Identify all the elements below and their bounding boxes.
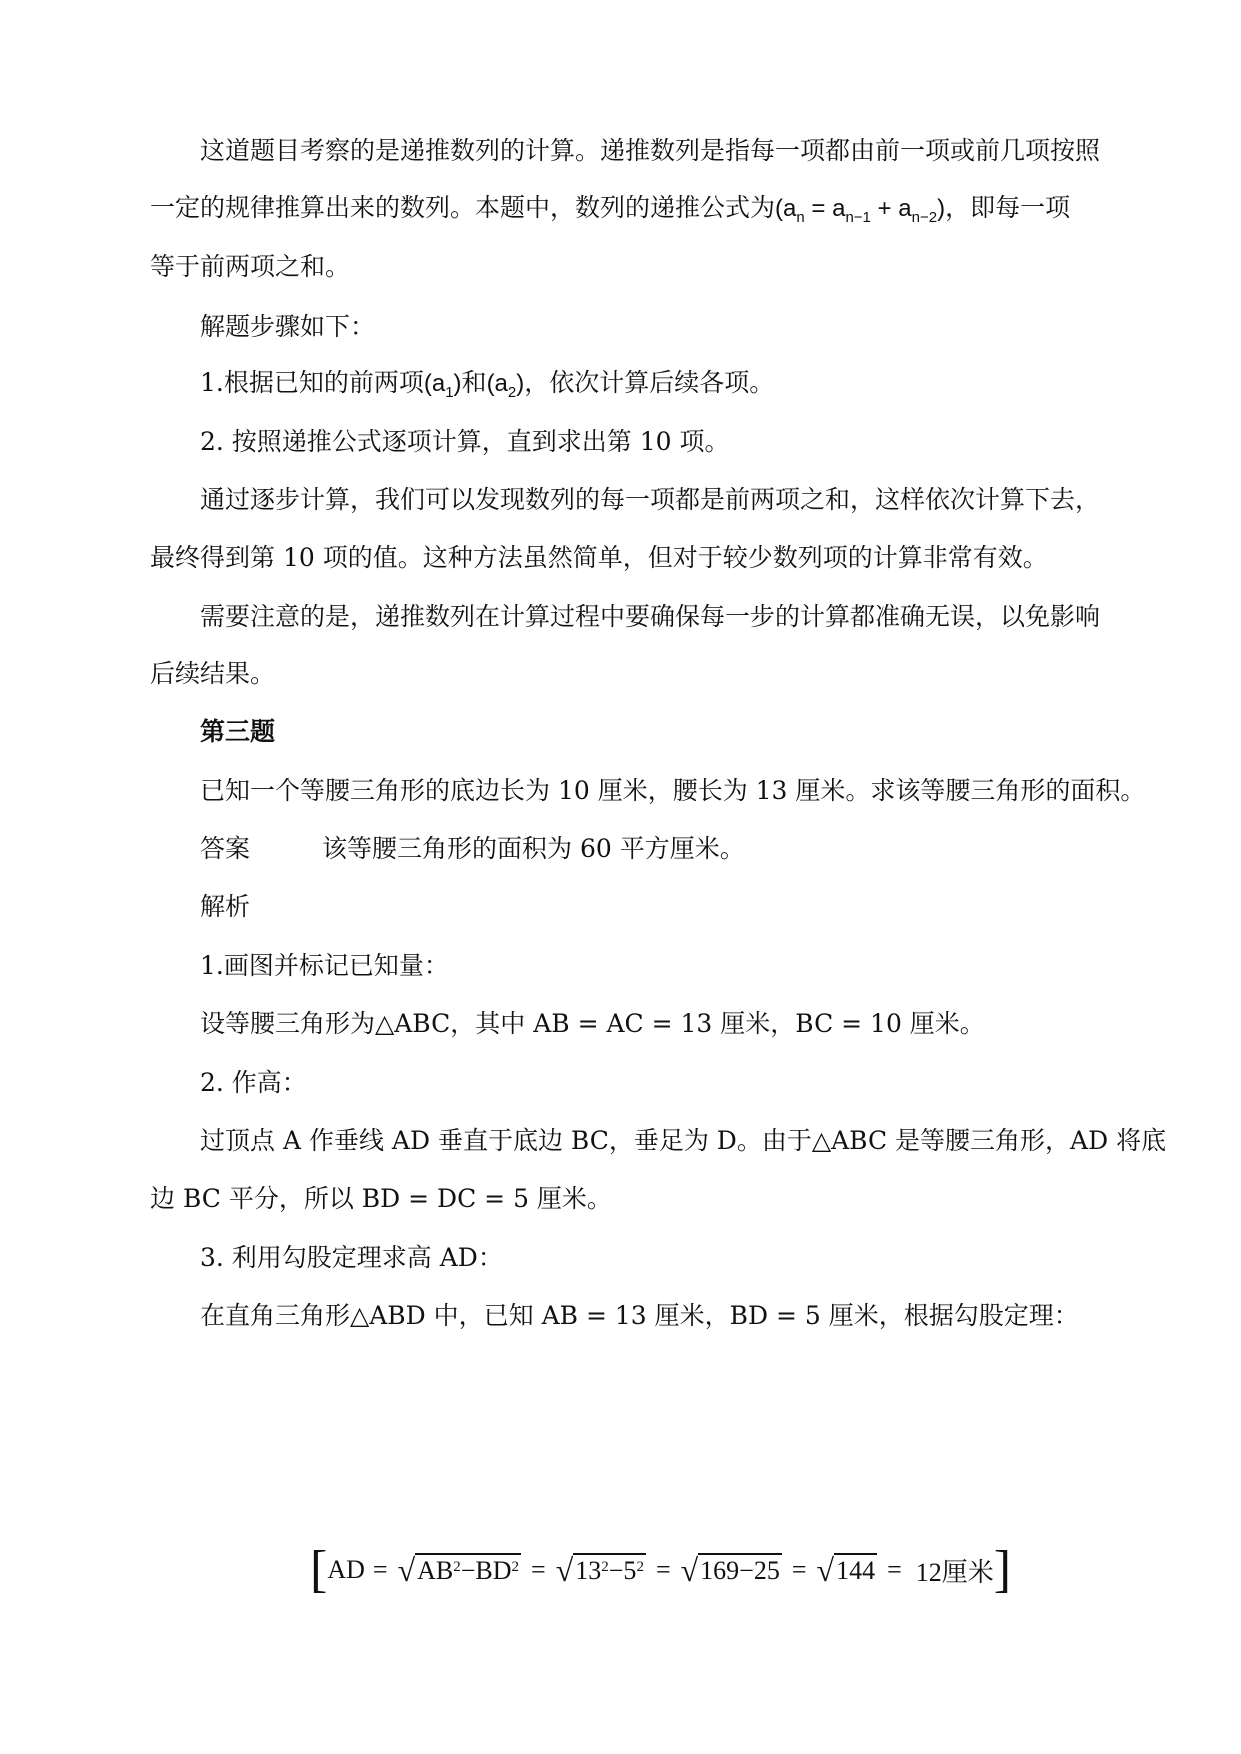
answer-text: 该等腰三角形的面积为 60 平方厘米。 bbox=[322, 834, 745, 863]
analysis-step3-title: 3. 利用勾股定理求高 AD： bbox=[200, 1243, 503, 1272]
para3-line2: 后续结果。 bbox=[150, 659, 276, 688]
para2-line2: 最终得到第 10 项的值。这种方法虽然简单，但对于较少数列项的计算非常有效。 bbox=[150, 543, 1048, 572]
step-1: 1.根据已知的前两项$(a_1)$和$(a_2)$，依次计算后续各项。 bbox=[200, 368, 775, 401]
para1-line3: 等于前两项之和。 bbox=[150, 252, 351, 281]
answer-label: 答案 bbox=[200, 834, 251, 863]
analysis-step2-line2: 边 BC 平分，所以 BD = DC = 5 厘米。 bbox=[150, 1184, 612, 1213]
step-2: 2. 按照递推公式逐项计算，直到求出第 10 项。 bbox=[200, 427, 730, 456]
analysis-step2-line1: 过顶点 A 作垂线 AD 垂直于底边 BC，垂足为 D。由于△ABC 是等腰三角形，AD 将底 bbox=[200, 1126, 1167, 1155]
analysis-step2-title: 2. 作高： bbox=[200, 1068, 307, 1097]
question-3-text: 已知一个等腰三角形的底边长为 10 厘米，腰长为 13 厘米。求该等腰三角形的面积。 bbox=[200, 776, 1146, 805]
formula-result: 12厘米 bbox=[915, 1557, 994, 1587]
question-3-title: 第三题 bbox=[200, 717, 276, 746]
analysis-step3-text: 在直角三角形△ABD 中，已知 AB = 13 厘米，BD = 5 厘米，根据勾股定理： bbox=[200, 1301, 1079, 1330]
analysis-step1-text: 设等腰三角形为△ABC，其中 AB = AC = 13 厘米，BC = 10 厘米。 bbox=[200, 1009, 985, 1038]
analysis-label: 解析 bbox=[200, 892, 251, 921]
para1-line2-text: 一定的规律推算出来的数列。本题中，数列的递推公式为 bbox=[150, 193, 776, 222]
sqrt-ab-bd: √ $AB^2-BD^2$ bbox=[397, 1552, 520, 1588]
para3-line1: 需要注意的是，递推数列在计算过程中要确保每一步的计算都准确无误，以免影响 bbox=[200, 602, 1101, 631]
formula-ad: AD bbox=[327, 1555, 365, 1584]
term-a1: $(a_1)$ bbox=[423, 370, 462, 401]
para1-line2 bbox=[150, 191, 1110, 226]
sqrt-169-25: √ 169−25 bbox=[680, 1552, 780, 1588]
steps-heading: 解题步骤如下： bbox=[200, 312, 376, 341]
para1-line1: 这道题目考察的是递推数列的计算。递推数列是指每一项都由前一项或前几项按照 bbox=[200, 136, 1101, 165]
term-a2: $(a_2)$ bbox=[486, 370, 525, 401]
sqrt-144: √ 144 bbox=[816, 1552, 876, 1588]
para1-line2-tail: ，即每一项 bbox=[945, 193, 1071, 222]
analysis-step1-title: 1.画图并标记已知量： bbox=[200, 951, 449, 980]
para2-line1: 通过逐步计算，我们可以发现数列的每一项都是前两项之和，这样依次计算下去， bbox=[200, 485, 1101, 514]
right-bracket: ] bbox=[993, 1541, 1012, 1598]
answer-line bbox=[200, 832, 1160, 866]
recurrence-formula: $(a_n = a_{n-1} + a_{n-2})$ bbox=[775, 195, 946, 226]
pythagorean-formula: [ AD = √ $AB^2-BD^2$ = √ $13^2-5^2$ = √ 169−25 = √ 144 = 12厘米 ] bbox=[310, 1541, 1012, 1598]
sqrt-13-5: √ $13^2-5^2$ bbox=[555, 1552, 644, 1588]
left-bracket: [ bbox=[310, 1541, 328, 1598]
